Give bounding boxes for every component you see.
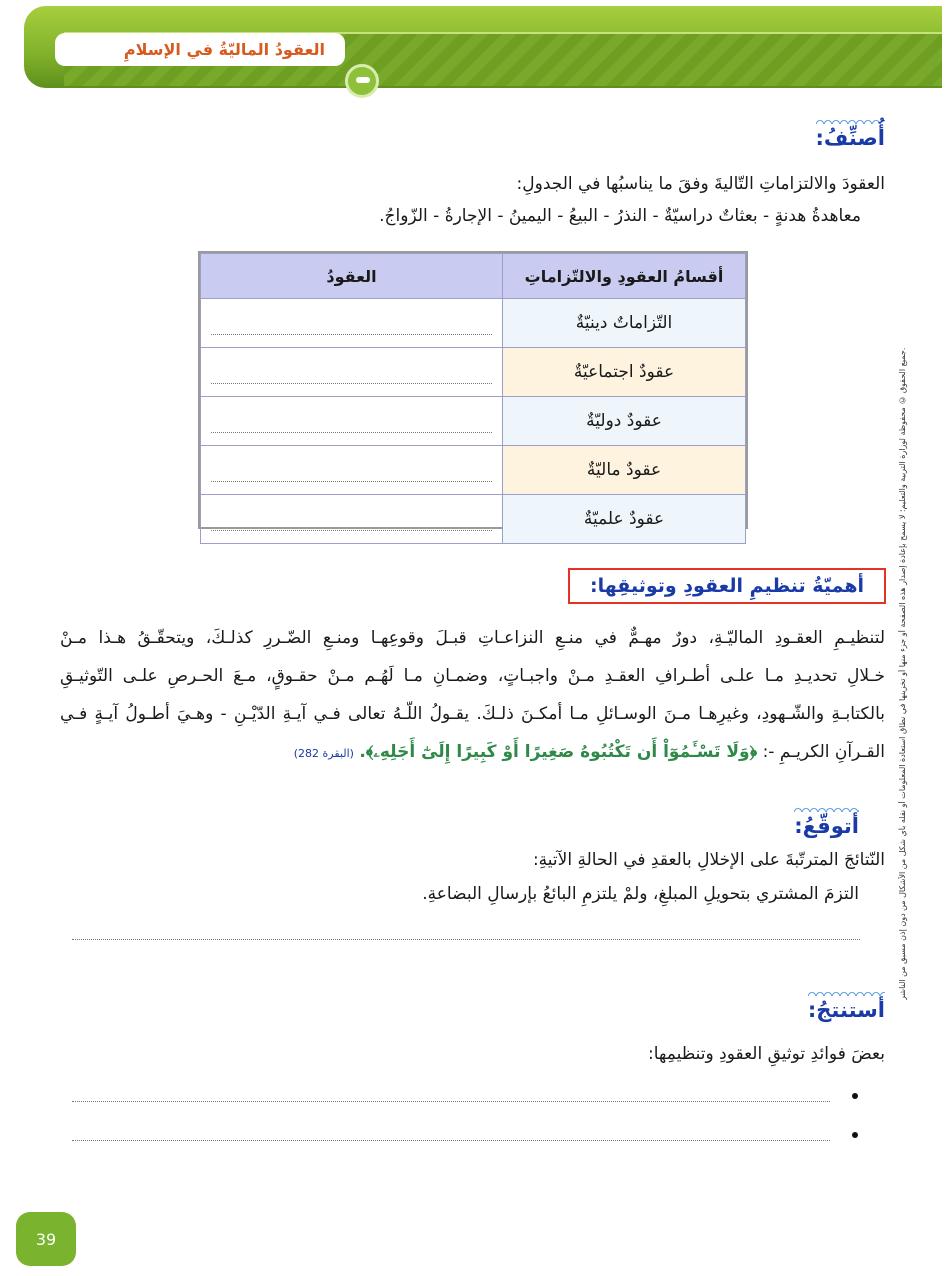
predict-instruction: النّتائجَ المترتّبةَ على الإخلالِ بالعقدِ في الحالةِ الآتيةِ:: [532, 850, 885, 870]
verse-reference: (البقرة 282): [293, 747, 354, 760]
category-cell: التّزاماتٌ دينيّةٌ: [503, 299, 746, 348]
category-cell: عقودٌ اجتماعيّةٌ: [503, 348, 746, 397]
heading-wave-decoration: [816, 118, 885, 124]
table-row: [201, 397, 746, 446]
table-row: [201, 446, 746, 495]
predict-answer-line[interactable]: [72, 938, 860, 940]
classify-items: معاهدةُ هدنةٍ - بعثاتٌ دراسيّةٌ - النذرُ - البيعُ - اليمينُ - الإجارةُ - الزّواجُ.: [379, 206, 861, 226]
page-number: 39: [16, 1212, 76, 1266]
conclude-instruction: بعضَ فوائدِ توثيقِ العقودِ وتنظيمِها:: [648, 1044, 885, 1064]
answer-field[interactable]: [201, 446, 503, 495]
quran-verse: ﴿وَلَا تَسْـَٔمُوٓاْ أَن تَكْتُبُوهُ صَغِيرًا أَوْ كَبِيرًا إِلَىٰٓ أَجَلِهِۦ﴾.: [359, 742, 758, 762]
category-cell: عقودٌ علميّةٌ: [503, 495, 746, 544]
category-cell: عقودٌ ماليّةٌ: [503, 446, 746, 495]
table-row: [201, 299, 746, 348]
importance-line-2: خـلالِ تحديـدِ مـا علـى أطـرافِ العقـدِ مـنْ واجبـاتٍ، وضمـانِ مـا لَهُـم مـنْ حقـوقٍ، مـعَ الحـرصِ علـى التّوثيـقِ: [60, 666, 885, 686]
heading-wave-decoration: [808, 990, 885, 996]
conclude-heading: [808, 990, 885, 1022]
conclude-heading-text: أستنتجُ:: [807, 998, 885, 1022]
category-cell: عقودٌ دوليّةٌ: [503, 397, 746, 446]
copyright-notice: جميع الحقوق © محفوظة لوزارة التربية والتعليم؛ لا يسمح بإعادة إصدار هذه الصفحة أو جزء منها أو تخزينها في نطاق استعادة المعلومات أو نقله بأي شكل من الأشكال من دون إذن مسبق من الناشر.: [898, 347, 907, 1000]
conclude-answer-line-2[interactable]: [72, 1139, 830, 1141]
table-row: [201, 348, 746, 397]
classify-instruction: العقودَ والالتزاماتِ التّاليةَ وفقَ ما يناسبُها في الجدولِ:: [516, 174, 885, 194]
importance-heading: أهميّةُ تنظيمِ العقودِ وتوثيقِها:: [568, 568, 886, 604]
table-row: [201, 495, 746, 544]
answer-field[interactable]: [201, 348, 503, 397]
answer-field[interactable]: [201, 299, 503, 348]
classify-heading: [816, 118, 885, 150]
importance-line-4-start: القـرآنِ الكريـمِ -:: [762, 742, 885, 762]
importance-line-3: بالكتابـةِ والشّـهودِ، وغيرِهـا مـنَ الوسـائلِ مـا أمكـنَ ذلـكَ. يقـولُ اللّـهُ تعالى فـي آيـةِ الدّيْـنِ - وهـيَ أطـولُ آيـةٍ فـي: [60, 704, 885, 724]
banner-tab-icon: [345, 64, 379, 98]
heading-wave-decoration: [794, 806, 859, 812]
col-header-categories: أقسامُ العقودِ والالتّزاماتِ: [503, 254, 746, 299]
answer-field[interactable]: [201, 495, 503, 544]
importance-line-1: لتنظيـمِ العقـودِ الماليّـةِ، دورٌ مهـمٌّ في منـعِ النزاعـاتِ قبـلَ وقوعِهـا ومنـعِ الضّـررِ كذلـكَ، ويتحقّـقُ هـذا مـنْ: [60, 628, 885, 648]
col-header-contracts: العقودُ: [201, 254, 503, 299]
answer-field[interactable]: [201, 397, 503, 446]
importance-line-4: [294, 742, 885, 762]
bullet-icon: [852, 1093, 858, 1099]
predict-heading-text: أتوقّعُ:: [794, 814, 859, 838]
classify-heading-text: أُصنِّفُ:: [815, 126, 885, 150]
page-title: العقودُ الماليّةُ في الإسلامِ: [55, 33, 345, 66]
predict-heading: [794, 806, 859, 838]
predict-case: التزمَ المشتري بتحويلِ المبلغِ، ولمْ يلتزمِ البائعُ بإرسالِ البضاعةِ.: [422, 884, 859, 904]
classification-table: [198, 251, 748, 529]
conclude-answer-line-1[interactable]: [72, 1100, 830, 1102]
bullet-icon: [852, 1132, 858, 1138]
